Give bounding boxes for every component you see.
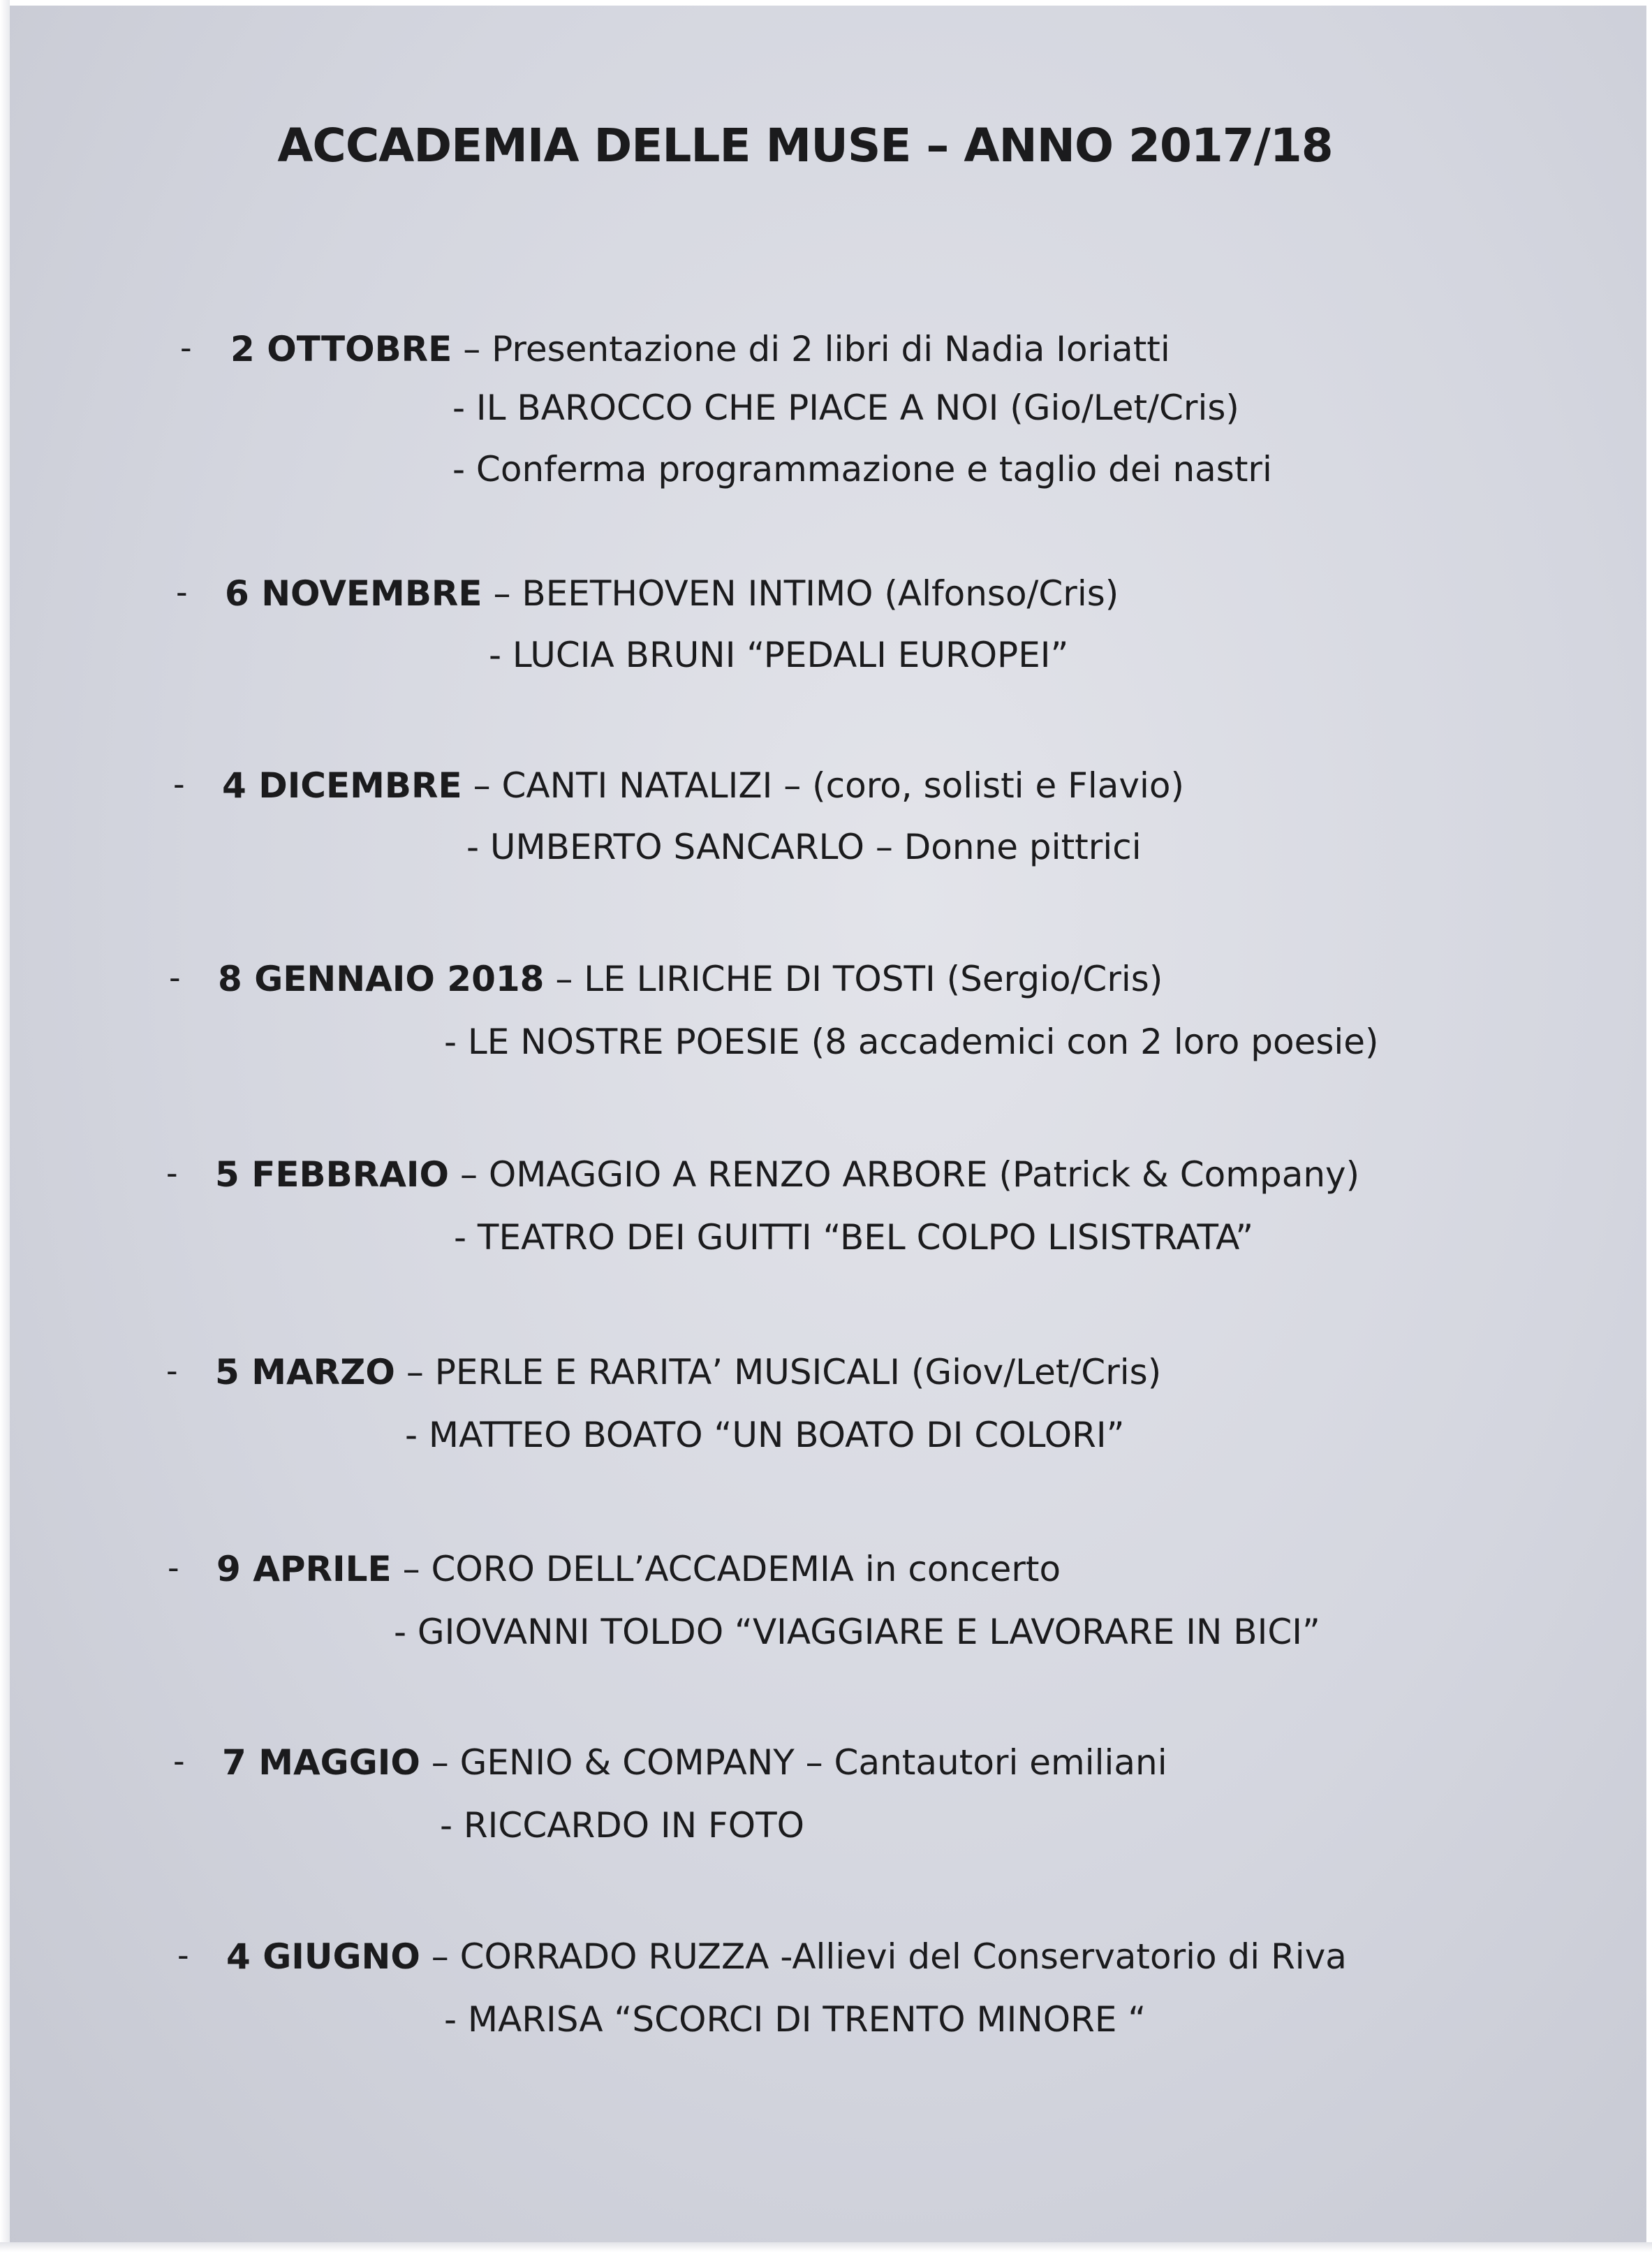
schedule-entry-marzo	[0, 1351, 1652, 1505]
schedule-entry-novembre	[0, 573, 1652, 726]
bullet-dash: -	[176, 573, 188, 611]
entry-text: – CORO DELL’ACCADEMIA in concerto	[402, 1549, 1061, 1589]
entry-main-line	[216, 1548, 1061, 1590]
entry-text: – LE LIRICHE DI TOSTI (Sergio/Cris)	[555, 959, 1163, 999]
entry-main-line	[225, 573, 1119, 614]
bullet-dash: -	[169, 959, 181, 996]
entry-sub-line: - RICCARDO IN FOTO	[440, 1805, 804, 1846]
entry-main-line	[215, 1351, 1161, 1393]
schedule-entry-aprile	[0, 1548, 1652, 1702]
schedule-entry-maggio	[0, 1742, 1652, 1895]
paper-edge-bottom	[0, 2242, 1652, 2252]
entry-date: 4 DICEMBRE	[222, 765, 462, 806]
entry-main-line	[226, 1936, 1347, 1978]
schedule-entry-febbraio	[0, 1154, 1652, 1307]
entry-date: 9 APRILE	[216, 1549, 392, 1589]
entry-date: 2 OTTOBRE	[230, 329, 452, 369]
entry-sub-line: - IL BAROCCO CHE PIACE A NOI (Gio/Let/Cris)	[452, 388, 1239, 428]
bullet-dash: -	[177, 1936, 189, 1974]
entry-text: – GENIO & COMPANY – Cantautori emiliani	[431, 1742, 1167, 1783]
entry-sub-line: - MARISA “SCORCI DI TRENTO MINORE “	[444, 1999, 1146, 2040]
bullet-dash: -	[180, 329, 192, 367]
entry-sub-line: - GIOVANNI TOLDO “VIAGGIARE E LAVORARE IN BICI”	[394, 1612, 1320, 1652]
entry-main-line	[215, 1154, 1359, 1195]
bullet-dash: -	[168, 1549, 179, 1587]
entry-date: 5 MARZO	[215, 1352, 395, 1392]
schedule-entry-giugno	[0, 1936, 1652, 2089]
document-title: ACCADEMIA DELLE MUSE – ANNO 2017/18	[277, 119, 1333, 172]
entry-date: 7 MAGGIO	[222, 1742, 420, 1783]
entry-date: 6 NOVEMBRE	[225, 573, 482, 614]
schedule-entry-gennaio	[0, 958, 1652, 1112]
entry-sub-line: - MATTEO BOATO “UN BOATO DI COLORI”	[405, 1415, 1125, 1455]
entry-date: 8 GENNAIO 2018	[218, 959, 545, 999]
bullet-dash: -	[166, 1352, 178, 1390]
entry-text: – BEETHOVEN INTIMO (Alfonso/Cris)	[493, 573, 1119, 614]
entry-text: – PERLE E RARITA’ MUSICALI (Giov/Let/Cris)	[406, 1352, 1162, 1392]
entry-sub-line: - LUCIA BRUNI “PEDALI EUROPEI”	[489, 635, 1069, 675]
bullet-dash: -	[173, 1742, 185, 1780]
entry-text: – OMAGGIO A RENZO ARBORE (Patrick & Company)	[459, 1154, 1360, 1195]
entry-main-line	[222, 765, 1184, 807]
bullet-dash: -	[173, 765, 185, 803]
entry-main-line	[218, 958, 1163, 1000]
entry-sub-line: - LE NOSTRE POESIE (8 accademici con 2 loro poesie)	[444, 1022, 1379, 1062]
entry-sub-line: - Conferma programmazione e taglio dei nastri	[452, 449, 1272, 490]
entry-sub-line: - UMBERTO SANCARLO – Donne pittrici	[466, 827, 1142, 867]
entry-main-line	[230, 328, 1170, 370]
schedule-entry-dicembre	[0, 765, 1652, 918]
entry-date: 5 FEBBRAIO	[215, 1154, 450, 1195]
schedule-entry-ottobre	[0, 328, 1652, 490]
entry-text: – CANTI NATALIZI – (coro, solisti e Flavio)	[473, 765, 1184, 806]
bullet-dash: -	[166, 1154, 178, 1192]
entry-text: – Presentazione di 2 libri di Nadia Ioriatti	[463, 329, 1170, 369]
entry-main-line	[222, 1742, 1167, 1783]
entry-date: 4 GIUGNO	[226, 1936, 420, 1977]
entry-text: – CORRADO RUZZA -Allievi del Conservatorio di Riva	[431, 1936, 1347, 1977]
entry-sub-line: - TEATRO DEI GUITTI “BEL COLPO LISISTRATA”	[454, 1217, 1254, 1258]
